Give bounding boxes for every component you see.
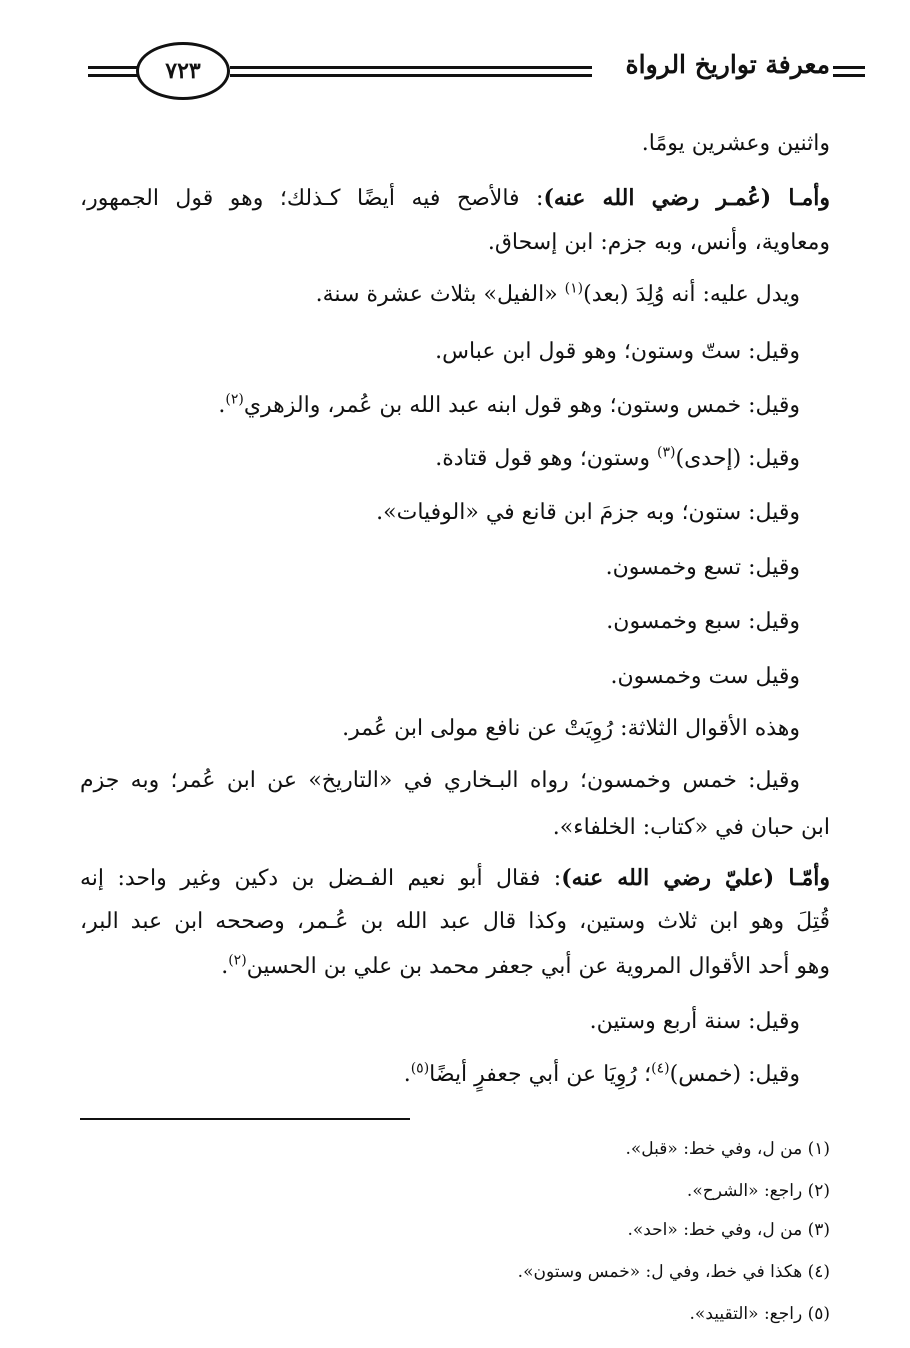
body-line-6 (218, 390, 800, 422)
header-rule-right-bottom (833, 74, 865, 77)
body-line-8 (376, 497, 800, 529)
body-line-10 (606, 606, 800, 638)
text: وقيل: (إحدى) (675, 446, 800, 471)
body-line-19 (404, 1059, 800, 1091)
footnote-3: (٣) من ل، وفي خط: «احد». (627, 1220, 830, 1240)
body-line-7 (435, 443, 800, 475)
footnote-ref: (٤) (651, 1060, 670, 1077)
body-line-1 (642, 128, 830, 160)
text: وقيل: سنة أربع وستين. (589, 1009, 800, 1034)
section-heading-umar: وأمـا (عُمـر رضي الله عنه) (543, 185, 830, 211)
text: : فالأصح فيه أيضًا كـذلك؛ وهو قول الجمهور، (80, 186, 544, 211)
text: . (218, 393, 226, 418)
header-rule-middle-top (230, 66, 592, 69)
text: وقيل: خمس وستون؛ وهو قول ابنه عبد الله بن عُمر، والزهري (243, 393, 800, 418)
text: وقيل: ستّ وستون؛ وهو قول ابن عباس. (435, 339, 800, 364)
body-line-5 (435, 336, 800, 368)
text: وقيل ست وخمسون. (610, 664, 800, 689)
text: ويدل عليه: أنه وُلِدَ (بعد) (583, 282, 800, 307)
body-line-11 (610, 661, 800, 693)
header-rule-middle-bottom (230, 74, 592, 77)
text: وقيل: خمس وخمسون؛ رواه البـخاري في «التاريخ» عن ابن عُمر؛ وبه جزم (80, 768, 800, 793)
body-line-13 (80, 765, 800, 797)
page-number-oval (136, 42, 230, 100)
footnote-ref: (٢) (225, 391, 244, 408)
body-line-18 (590, 1006, 800, 1038)
text: وقيل: ستون؛ وبه جزمَ ابن قانع في «الوفيات». (376, 500, 800, 525)
text: «الفيل» بثلاث عشرة سنة. (315, 282, 565, 307)
body-line-3 (488, 227, 830, 259)
footnote-ref: (٥) (410, 1060, 430, 1077)
text: وهو أحد الأقوال المروية عن أبي جعفر محمد بن علي بن الحسين (246, 954, 830, 979)
text: ومعاوية، وأنس، وبه جزم: ابن إسحاق. (487, 230, 830, 255)
footnote-5: (٥) راجع: «التقييد». (689, 1304, 830, 1324)
text: وستون؛ وهو قول قتادة. (435, 446, 658, 471)
text: وقيل: (خمس) (669, 1062, 800, 1087)
text: وقيل: سبع وخمسون. (606, 609, 800, 634)
header-rule-right-top (833, 66, 865, 69)
footnote-1: (١) من ل، وفي خط: «قبل». (625, 1139, 830, 1159)
page-number: ٧٢٣ (165, 58, 201, 84)
text: : فقال أبو نعيم الفـضل بن دكين وغير واحد: إنه (80, 866, 562, 891)
text: وهذه الأقوال الثلاثة: رُوِيَتْ عن نافع مولى ابن عُمر. (342, 716, 800, 741)
body-line-2 (80, 182, 830, 215)
text: قُتِلَ وهو ابن ثلاث وستين، وكذا قال عبد الله بن عُـمر، وصححه ابن عبد البر، (80, 909, 830, 934)
text: . (221, 954, 229, 979)
running-header-title: معرفة تواريخ الرواة (625, 50, 830, 79)
text: وقيل: تسع وخمسون. (605, 555, 800, 580)
body-line-17 (221, 951, 830, 983)
footnote-ref: (١) (564, 280, 584, 297)
header-rule-left-top (88, 66, 138, 69)
text: ؛ رُوِيَا عن أبي جعفرٍ أيضًا (429, 1062, 652, 1087)
footnote-ref: (٢) (228, 952, 247, 969)
body-line-12 (342, 713, 800, 745)
text: واثنين وعشرين يومًا. (641, 131, 830, 156)
body-line-4 (316, 279, 800, 311)
footnote-4: (٤) هكذا في خط، وفي ل: «خمس وستون». (517, 1262, 830, 1282)
body-line-16 (80, 906, 830, 938)
footnote-2: (٢) راجع: «الشرح». (686, 1181, 830, 1201)
footnote-separator (80, 1118, 410, 1120)
text: . (403, 1062, 411, 1087)
header-rule-left-bottom (88, 74, 138, 77)
text: ابن حبان في «كتاب: الخلفاء». (552, 815, 830, 840)
footnote-ref: (٣) (657, 444, 676, 461)
body-line-9 (606, 552, 800, 584)
section-heading-ali: وأمّـا (عليّ رضي الله عنه) (561, 865, 830, 891)
body-line-15 (80, 862, 830, 895)
body-line-14 (553, 812, 830, 844)
